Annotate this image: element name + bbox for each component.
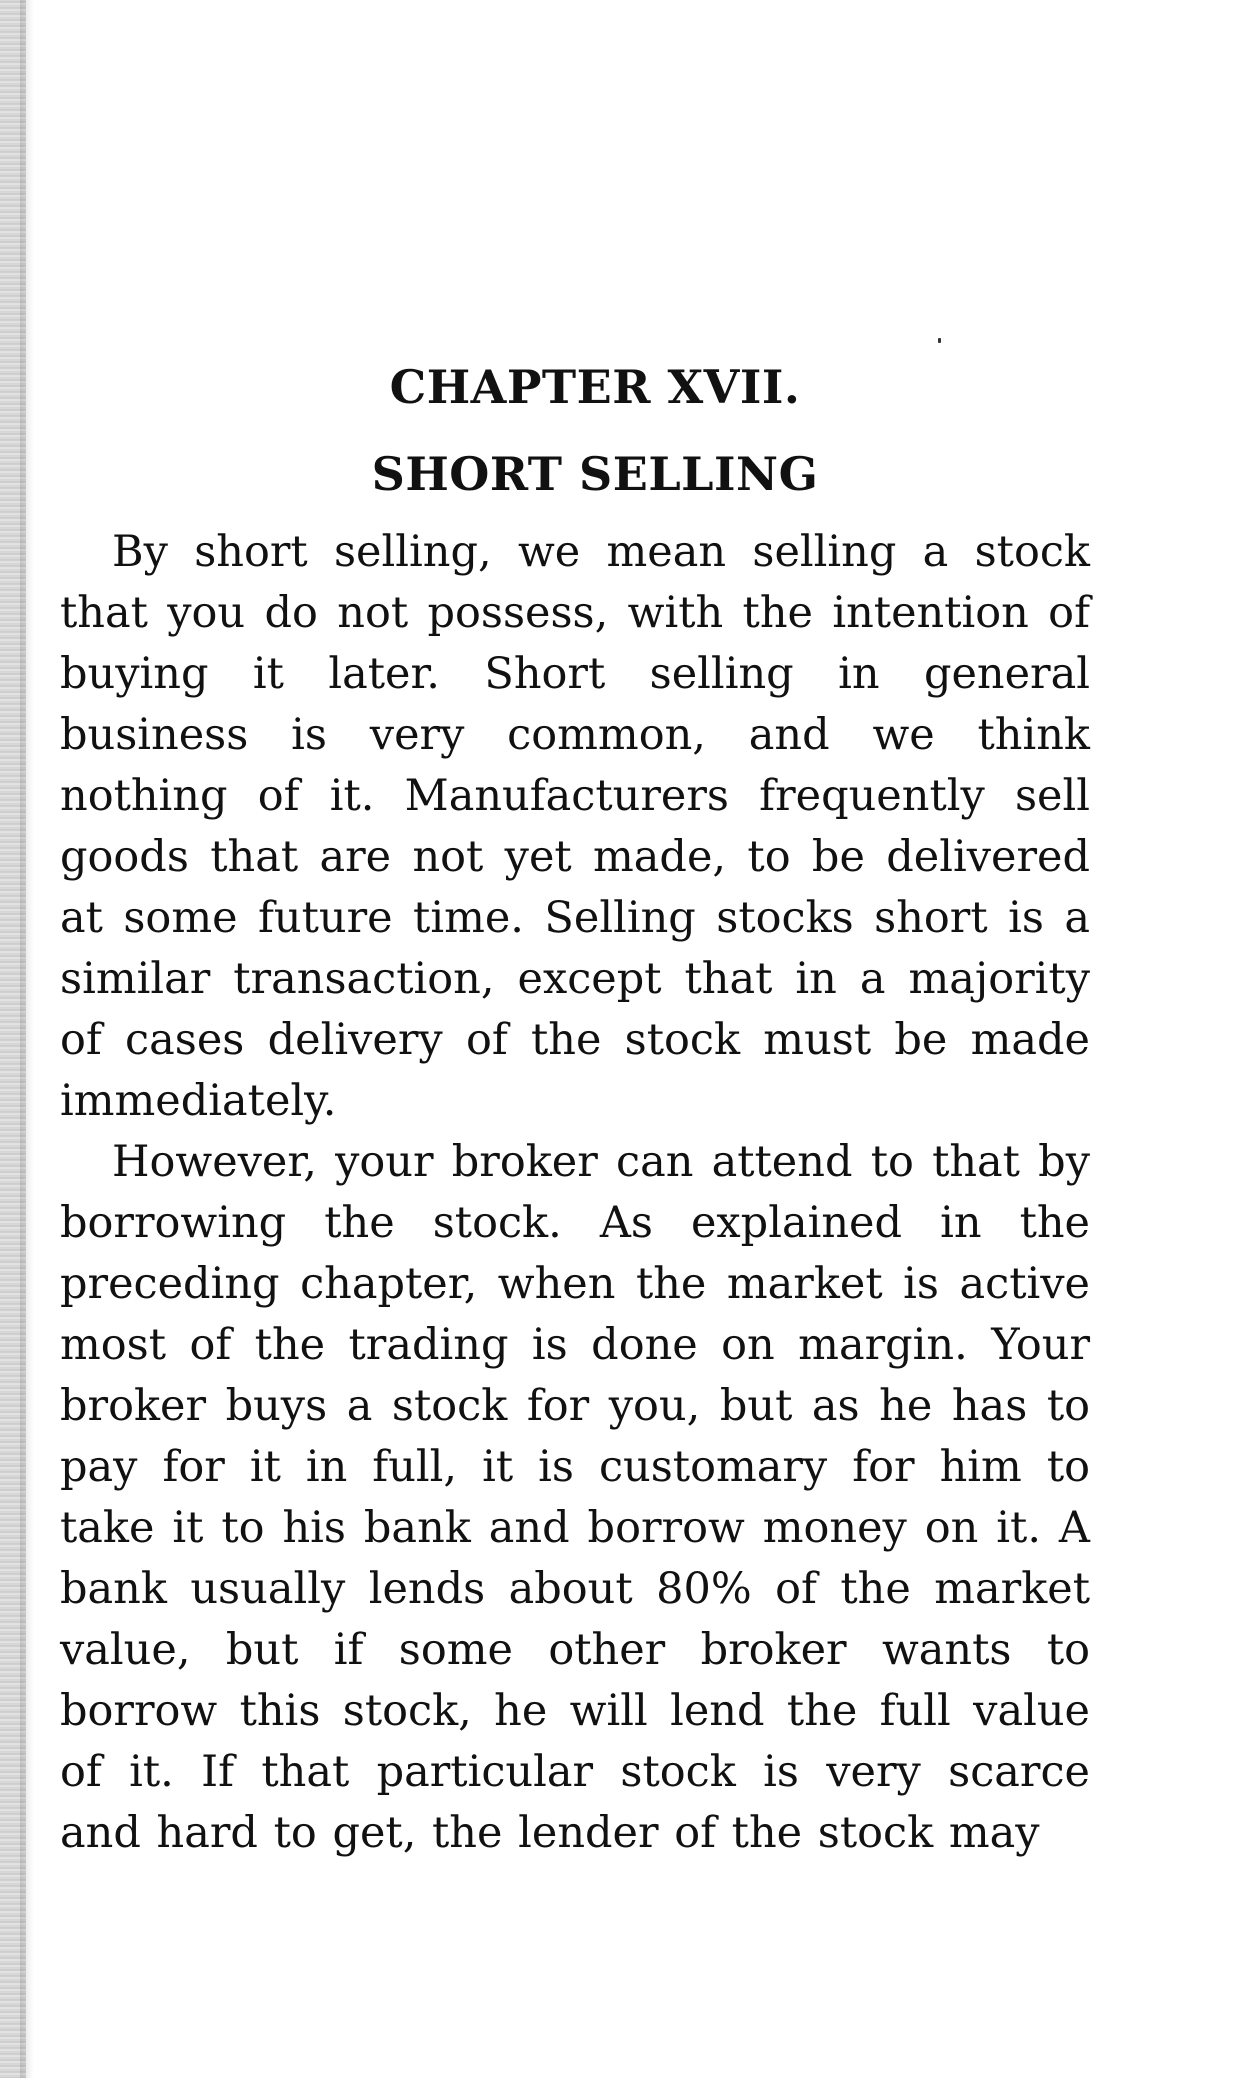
print-speck xyxy=(938,338,941,343)
book-page xyxy=(60,360,1090,1864)
chapter-heading: CHAPTER XVII. xyxy=(389,360,801,414)
body-paragraph-1: By short selling, we mean selling a stock that you do not possess, with the intention of buying it later. Short selling in general business is very common, and we think nothing of it. Manufacturers frequently sell goods that are not yet made, to be delivered at some future time. Selling stocks short is a similar transaction, except that in a majority of cases delivery of the stock must be made immediately. xyxy=(60,527,1090,1127)
body-paragraph-2: However, your broker can attend to that by borrowing the stock. As explained in the preceding chapter, when the market is active most of the trading is done on margin. Your broker buys a stock for you, but as he has to pay for it in full, it is customary for him to take it to his bank and borrow money on it. A bank usually lends about 80% of the market value, but if some other broker wants to borrow this stock, he will lend the full value of it. If that particular stock is very scarce and hard to get, the lender of the stock may xyxy=(60,1137,1090,1859)
binding-shadow xyxy=(20,0,34,2078)
section-heading: SHORT SELLING xyxy=(371,447,819,502)
